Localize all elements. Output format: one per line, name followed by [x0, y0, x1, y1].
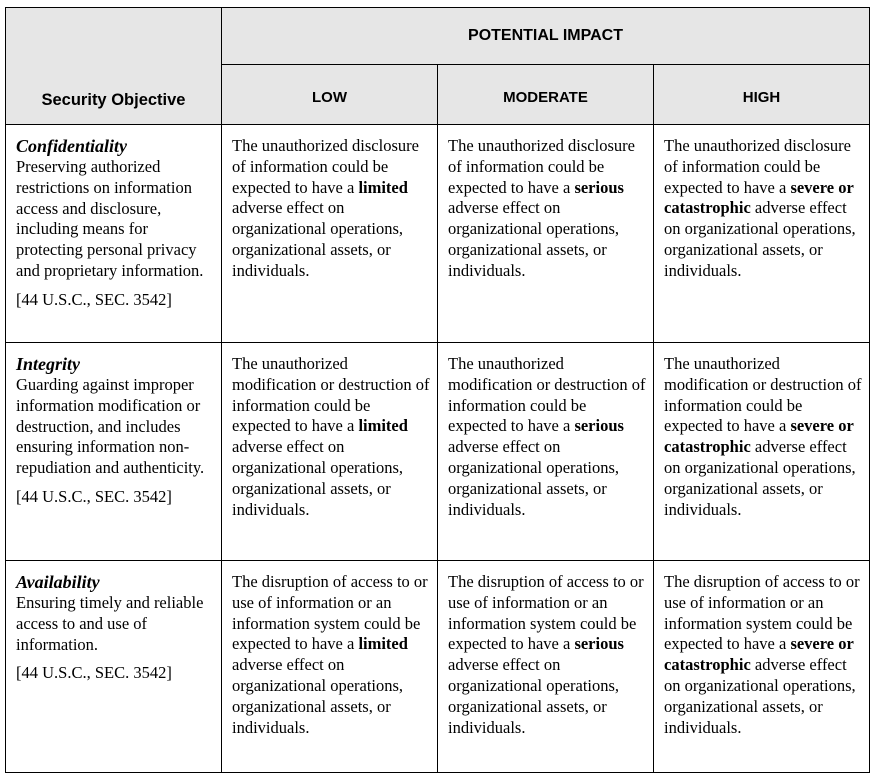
impact-cell-moderate — [438, 125, 654, 343]
objective-description: Ensuring timely and reliable access to and use of information. — [16, 593, 204, 654]
potential-impact-header: POTENTIAL IMPACT — [222, 8, 870, 65]
impact-text: The disruption of access to or use of information or an information system could be expected to have a — [232, 572, 428, 654]
objective-reference: [44 U.S.C., SEC. 3542] — [16, 289, 172, 309]
impact-cell-low — [222, 561, 438, 773]
objective-name: Confidentiality — [16, 136, 128, 156]
impact-cell-high — [654, 561, 870, 773]
objective-cell — [6, 561, 222, 773]
impact-text: The unauthorized modification or destruction of information could be expected to have a — [448, 354, 646, 436]
objective-cell — [6, 343, 222, 561]
impact-text: adverse effect on organizational operations, organizational assets, or individuals. — [448, 437, 620, 519]
impact-level-word: limited — [358, 634, 408, 654]
impact-text: adverse effect on organizational operations, organizational assets, or individuals. — [448, 655, 620, 737]
impact-text: The unauthorized disclosure of information could be expected to have a — [448, 136, 635, 197]
impact-text: The unauthorized modification or destruction of information could be expected to have a — [232, 354, 430, 436]
impact-cell-moderate — [438, 343, 654, 561]
impact-level-word: serious — [574, 416, 624, 436]
impact-text: The disruption of access to or use of information or an information system could be expected to have a — [664, 572, 860, 654]
objective-description: Preserving authorized restrictions on information access and disclosure, including means for protecting personal privacy and proprietary information. — [16, 157, 204, 280]
table-row-integrity — [6, 343, 870, 561]
impact-text: The unauthorized modification or destruction of information could be expected to have a — [664, 354, 862, 436]
impact-text: adverse effect on organizational operations, organizational assets, or individuals. — [664, 655, 856, 737]
impact-level-word: serious — [574, 177, 624, 197]
impact-table — [5, 7, 870, 773]
objective-name: Integrity — [16, 354, 81, 374]
impact-cell-moderate — [438, 561, 654, 773]
impact-level-word: serious — [574, 634, 624, 654]
table-row-confidentiality — [6, 125, 870, 343]
impact-level-word: severe or catastrophic — [664, 177, 854, 218]
impact-cell-low — [222, 125, 438, 343]
impact-level-word: limited — [358, 177, 408, 197]
objective-reference: [44 U.S.C., SEC. 3542] — [16, 663, 172, 683]
impact-cell-low — [222, 343, 438, 561]
impact-text: The unauthorized disclosure of information could be expected to have a — [664, 136, 851, 197]
level-header-low: LOW — [222, 65, 438, 125]
table-row-availability — [6, 561, 870, 773]
objective-description: Guarding against improper information modification or destruction, and includes ensuring information non-repudiation and authenticity. — [16, 375, 205, 478]
impact-text: adverse effect on organizational operations, organizational assets, or individuals. — [232, 198, 404, 280]
impact-text: adverse effect on organizational operations, organizational assets, or individuals. — [232, 437, 404, 519]
objective-cell — [6, 125, 222, 343]
impact-cell-high — [654, 343, 870, 561]
impact-level-word: severe or catastrophic — [664, 416, 854, 457]
objective-reference: [44 U.S.C., SEC. 3542] — [16, 486, 172, 506]
impact-text: adverse effect on organizational operations, organizational assets, or individuals. — [232, 655, 404, 737]
header-row-top — [6, 8, 870, 65]
impact-level-word: severe or catastrophic — [664, 634, 854, 675]
impact-text: The unauthorized disclosure of information could be expected to have a — [232, 136, 419, 197]
impact-text: The disruption of access to or use of information or an information system could be expected to have a — [448, 572, 644, 654]
security-objective-header: Security Objective — [6, 8, 222, 125]
impact-cell-high — [654, 125, 870, 343]
impact-level-word: limited — [358, 416, 408, 436]
objective-name: Availability — [16, 572, 100, 592]
level-header-high: HIGH — [654, 65, 870, 125]
impact-text: adverse effect on organizational operations, organizational assets, or individuals. — [448, 198, 620, 280]
impact-text: adverse effect on organizational operations, organizational assets, or individuals. — [664, 437, 856, 519]
impact-text: adverse effect on organizational operations, organizational assets, or individuals. — [664, 198, 856, 280]
level-header-moderate: MODERATE — [438, 65, 654, 125]
